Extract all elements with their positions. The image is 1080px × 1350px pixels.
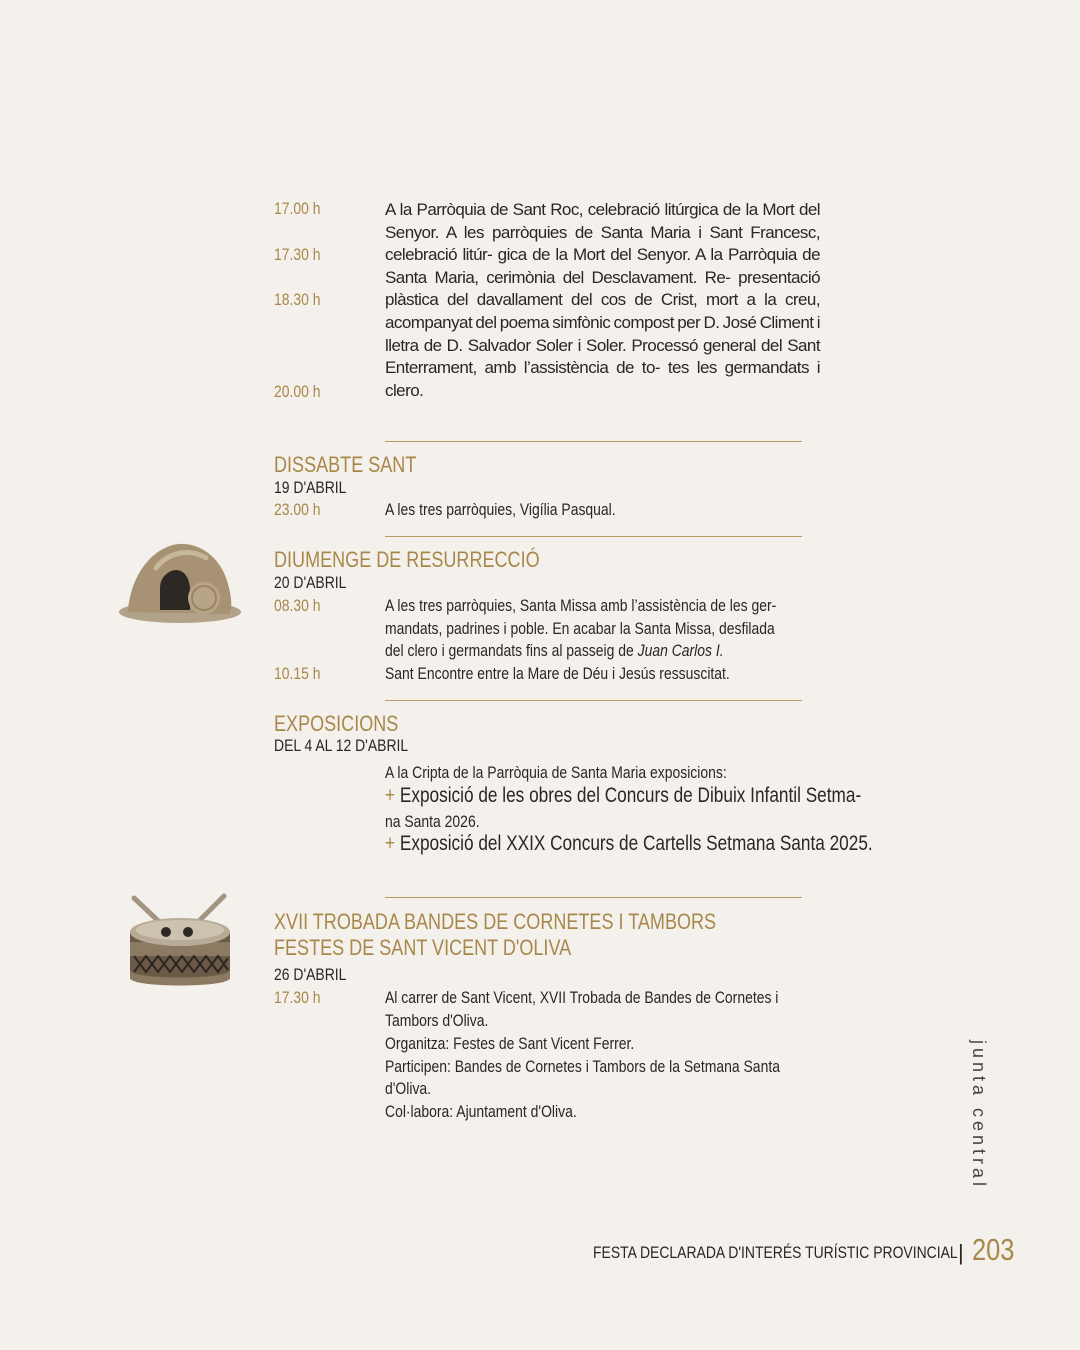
exposicio-item-2 bbox=[385, 833, 980, 856]
section-title-exposicions: EXPOSICIONS bbox=[274, 711, 399, 736]
date-trobada: 26 D'ABRIL bbox=[274, 965, 347, 984]
date-exposicions: DEL 4 AL 12 D'ABRIL bbox=[274, 736, 409, 755]
dissabte-text: A les tres parròquies, Vigília Pasqual. bbox=[385, 500, 616, 519]
section-title-dissabte: DISSABTE SANT bbox=[274, 452, 417, 477]
plus-bullet-1: + bbox=[385, 784, 396, 807]
diumenge-line-3-text: del clero i germandats fins al passeig de bbox=[385, 641, 634, 660]
time-1830: 18.30 h bbox=[274, 290, 321, 309]
diumenge-line-3 bbox=[385, 640, 798, 663]
trobada-line-6: Col·labora: Ajuntament d'Oliva. bbox=[385, 1102, 577, 1121]
time-2300: 23.00 h bbox=[274, 500, 321, 519]
date-diumenge: 20 D'ABRIL bbox=[274, 573, 347, 592]
trobada-line-3: Organitza: Festes de Sant Vicent Ferrer. bbox=[385, 1034, 635, 1053]
date-dissabte: 19 D'ABRIL bbox=[274, 478, 347, 497]
diumenge-line-4: Sant Encontre entre la Mare de Déu i Jesús ressuscitat. bbox=[385, 664, 730, 683]
section-title-trobada-2: FESTES DE SANT VICENT D'OLIVA bbox=[274, 935, 572, 960]
diumenge-line-2: mandats, padrines i poble. En acabar la Santa Missa, desfilada bbox=[385, 619, 775, 638]
divider-3 bbox=[385, 700, 802, 701]
exposicio-item-1-text: Exposició de les obres del Concurs de Dibuix Infantil Setma- bbox=[399, 784, 862, 807]
tomb-icon bbox=[116, 538, 246, 628]
good-friday-paragraph: A la Parròquia de Sant Roc, celebració litúrgica de la Mort del Senyor. A les parròquies de Santa Maria i Sant Francesc, celebració litúr- gica de la Mort del Senyor. A la Parròquia de Santa Maria, cerimònia del Desclavament. Re- presentació plàstica del davallament del cos de Crist, mort a la creu, acompanyat del poema simfònic compost per D. José Climent i lletra de D. Salvador Soler i Soler. Processó general del Sant Enterrament, amb l’assistència de to- tes les germandats i clero. bbox=[385, 200, 820, 400]
exposicio-item-1-cont: na Santa 2026. bbox=[385, 812, 480, 831]
time-1015: 10.15 h bbox=[274, 664, 321, 683]
exposicio-item-2-text: Exposició del XXIX Concurs de Cartells Setmana Santa 2025. bbox=[399, 832, 873, 855]
time-2000: 20.00 h bbox=[274, 382, 321, 401]
section-title-diumenge: DIUMENGE DE RESURRECCIÓ bbox=[274, 547, 540, 572]
exposicio-item-1 bbox=[385, 785, 966, 808]
trobada-line-2: Tambors d'Oliva. bbox=[385, 1011, 489, 1030]
trobada-line-4: Participen: Bandes de Cornetes i Tambors de la Setmana Santa bbox=[385, 1057, 780, 1076]
trobada-line-5: d'Oliva. bbox=[385, 1079, 432, 1098]
side-label-junta-central: junta central bbox=[969, 1040, 989, 1191]
drum-icon bbox=[124, 892, 236, 992]
time-0830: 08.30 h bbox=[274, 596, 321, 615]
trobada-line-1: Al carrer de Sant Vicent, XVII Trobada de Bandes de Cornetes i bbox=[385, 988, 779, 1007]
juan-carlos-italic: Juan Carlos I. bbox=[637, 641, 724, 660]
footer-separator: | bbox=[958, 1240, 964, 1265]
divider-4 bbox=[385, 897, 802, 898]
divider-2 bbox=[385, 536, 802, 537]
page-number: 203 bbox=[972, 1232, 1015, 1267]
time-trobada-1730: 17.30 h bbox=[274, 988, 321, 1007]
section-title-trobada-1: XVII TROBADA BANDES DE CORNETES I TAMBORS bbox=[274, 909, 717, 934]
footer-text: FESTA DECLARADA D'INTERÉS TURÍSTIC PROVINCIAL bbox=[593, 1243, 958, 1262]
divider-1 bbox=[385, 441, 802, 442]
exposicions-intro: A la Cripta de la Parròquia de Santa Maria exposicions: bbox=[385, 763, 727, 782]
time-1700: 17.00 h bbox=[274, 199, 321, 218]
plus-bullet-2: + bbox=[385, 832, 396, 855]
time-1730: 17.30 h bbox=[274, 245, 321, 264]
diumenge-line-1: A les tres parròquies, Santa Missa amb l’assistència de les ger- bbox=[385, 596, 777, 615]
